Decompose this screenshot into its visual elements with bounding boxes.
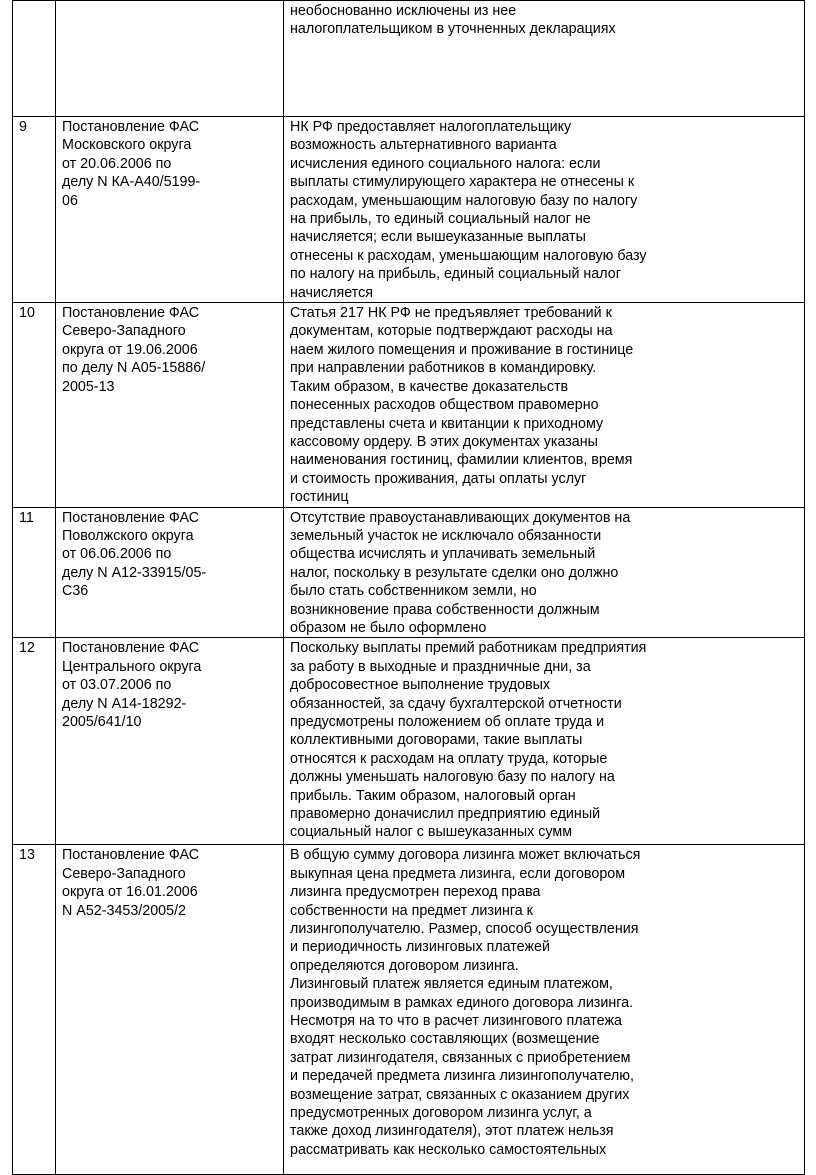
ruling-summary-line: было стать собственником земли, но <box>290 583 537 600</box>
ruling-summary-line: документам, которые подтверждают расходы на <box>290 323 613 340</box>
ruling-reference-line: от 20.06.2006 по <box>62 155 172 172</box>
ruling-summary-line: исчисления единого социального налога: если <box>290 155 601 172</box>
ruling-reference-line: Постановление ФАС <box>62 509 200 526</box>
ruling-summary-line: затрат лизингодателя, связанных с приобретением <box>290 1049 631 1066</box>
ruling-reference-line: Северо-Западного <box>62 323 186 340</box>
ruling-summary-line: по налогу на прибыль, единый социальный налог <box>290 266 621 283</box>
ruling-reference-line: Постановление ФАС <box>62 119 200 135</box>
ruling-reference-line: Постановление ФАС <box>62 640 200 657</box>
ruling-reference-line: Центрального округа <box>62 658 202 675</box>
ruling-reference <box>56 507 284 638</box>
ruling-summary-line: Отсутствие правоустанавливающих документов на <box>290 509 631 526</box>
ruling-summary-line: Статья 217 НК РФ не предъявляет требований к <box>290 305 612 322</box>
ruling-summary-line: правомерно доначислил предприятию единый <box>290 806 601 823</box>
ruling-summary-line: представлены счета и квитанции к приходному <box>290 415 604 432</box>
ruling-summary-line: также доход лизингодателя), этот платеж нельзя <box>290 1123 614 1140</box>
ruling-reference-line: С36 <box>62 583 89 600</box>
ruling-reference-line: округа от 19.06.2006 <box>62 341 198 358</box>
ruling-reference-line: 2005-13 <box>62 378 115 395</box>
ruling-summary-line: Лизинговый платеж является единым платежом, <box>290 976 613 993</box>
ruling-reference <box>56 638 284 845</box>
ruling-summary-line: обязанностей, за сдачу бухгалтерской отчетности <box>290 695 622 712</box>
ruling-reference <box>56 845 284 1175</box>
ruling-summary <box>284 117 805 303</box>
ruling-summary-line: возникновение права собственности должным <box>290 601 600 618</box>
ruling-summary-line: рассматривать как несколько самостоятельных <box>290 1141 607 1158</box>
ruling-summary-line: коллективными договорами, такие выплаты <box>290 732 583 749</box>
ruling-summary-line: кассовому ордеру. В этих документах указаны <box>290 433 598 450</box>
ruling-summary-line: добросовестное выполнение трудовых <box>290 677 551 694</box>
table-row <box>13 638 805 845</box>
ruling-summary-line: расходам, уменьшающим налоговую базу по налогу <box>290 192 638 209</box>
ruling-summary-line: Поскольку выплаты премий работникам предприятия <box>290 640 647 657</box>
ruling-summary-line: относятся к расходам на оплату труда, которые <box>290 750 608 767</box>
ruling-summary-line: Несмотря на то что в расчет лизингового платежа <box>290 1013 622 1030</box>
ruling-summary-line: земельный участок не исключало обязанности <box>290 527 602 544</box>
ruling-reference <box>56 1 284 117</box>
ruling-reference-line: Северо-Западного <box>62 865 186 882</box>
ruling-summary-line: выплаты стимулирующего характера не отнесены к <box>290 174 635 191</box>
court-rulings-table <box>12 0 805 1175</box>
ruling-reference <box>56 303 284 507</box>
ruling-summary <box>284 303 805 507</box>
ruling-summary-line: гостиниц <box>290 489 349 506</box>
ruling-summary-line: понесенных расходов обществом правомерно <box>290 397 599 414</box>
ruling-summary-line: при направлении работников в командировку. <box>290 360 597 377</box>
ruling-summary <box>284 507 805 638</box>
ruling-summary-line: прибыль. Таким образом, налоговый орган <box>290 787 576 804</box>
ruling-summary <box>284 1 805 117</box>
table-row <box>13 117 805 303</box>
ruling-reference-line: делу N А14-18292- <box>62 695 187 712</box>
ruling-summary-line: необоснованно исключены из нее <box>290 3 517 19</box>
ruling-summary-line: лизингополучателю. Размер, способ осуществления <box>290 921 639 937</box>
ruling-summary-line: социальный налог с вышеуказанных сумм <box>290 824 573 841</box>
ruling-summary-line: Таким образом, в качестве доказательств <box>290 378 569 395</box>
ruling-reference-line: Московского округа <box>62 137 192 154</box>
ruling-summary-line: собственности на предмет лизинга к <box>290 902 533 919</box>
ruling-reference-line: Постановление ФАС <box>62 847 200 864</box>
ruling-reference-line: делу N А12-33915/05- <box>62 564 207 581</box>
ruling-summary-line: В общую сумму договора лизинга может включаться <box>290 847 641 864</box>
ruling-reference-line: от 06.06.2006 по <box>62 546 172 563</box>
ruling-summary-line: должны уменьшать налоговую базу по налогу на <box>290 769 615 786</box>
ruling-summary-line: наименования гостиниц, фамилии клиентов, время <box>290 452 633 469</box>
ruling-summary-line: НК РФ предоставляет налогоплательщику <box>290 119 572 135</box>
ruling-summary-line: начисляется; если вышеуказанные выплаты <box>290 229 586 246</box>
table-row <box>13 303 805 507</box>
table-row <box>13 845 805 1175</box>
ruling-summary-line: предусмотрены положением об оплате труда и <box>290 714 605 730</box>
row-number: 13 <box>13 845 56 1175</box>
ruling-summary-line: и периодичность лизинговых платежей <box>290 939 550 956</box>
row-number: 10 <box>13 303 56 507</box>
ruling-reference-line: округа от 16.01.2006 <box>62 884 198 901</box>
ruling-summary <box>284 638 805 845</box>
ruling-summary-line: возмещение затрат, связанных с оказанием других <box>290 1086 630 1103</box>
table-row <box>13 1 805 117</box>
table-row <box>13 507 805 638</box>
ruling-summary-line: за работу в выходные и праздничные дни, за <box>290 658 591 675</box>
ruling-summary-line: начисляется <box>290 284 373 301</box>
ruling-summary-line: выкупная цена предмета лизинга, если договором <box>290 865 626 882</box>
ruling-reference-line: делу N КА-А40/5199- <box>62 174 201 191</box>
ruling-reference <box>56 117 284 303</box>
ruling-reference-line: Постановление ФАС <box>62 305 200 322</box>
ruling-reference-line: по делу N А05-15886/ <box>62 360 206 377</box>
ruling-summary-line: возможность альтернативного варианта <box>290 137 557 154</box>
ruling-summary-line: лизинга предусмотрен переход права <box>290 884 541 901</box>
ruling-summary-line: производимым в рамках единого договора лизинга. <box>290 994 634 1011</box>
row-number: 11 <box>13 507 56 638</box>
ruling-summary-line: входят несколько составляющих (возмещение <box>290 1031 600 1048</box>
ruling-summary-line: налог, поскольку в результате сделки оно должно <box>290 564 619 581</box>
row-number: 12 <box>13 638 56 845</box>
ruling-summary-line: налогоплательщиком в уточненных декларациях <box>290 21 616 38</box>
ruling-summary-line: и стоимость проживания, даты оплаты услуг <box>290 470 587 487</box>
ruling-reference-line: N А52-3453/2005/2 <box>62 902 187 919</box>
ruling-reference-line: Поволжского округа <box>62 527 194 544</box>
ruling-reference-line: 2005/641/10 <box>62 714 142 730</box>
ruling-summary-line: и передачей предмета лизинга лизингополучателю, <box>290 1068 634 1085</box>
ruling-summary <box>284 845 805 1175</box>
ruling-reference-line: от 03.07.2006 по <box>62 677 172 694</box>
ruling-summary-line: предусмотренных договором лизинга услуг, а <box>290 1105 592 1122</box>
ruling-summary-line: на прибыль, то единый социальный налог не <box>290 211 591 228</box>
ruling-summary-line: общества исчислять и уплачивать земельный <box>290 546 596 563</box>
row-number: 9 <box>13 117 56 303</box>
ruling-summary-line: определяются договором лизинга. <box>290 957 519 974</box>
ruling-reference-line: 06 <box>62 192 78 209</box>
ruling-summary-line: наем жилого помещения и проживание в гостинице <box>290 341 634 358</box>
ruling-summary-line: отнесены к расходам, уменьшающим налоговую базу <box>290 247 647 264</box>
ruling-summary-line: образом не было оформлено <box>290 619 487 636</box>
table-body <box>13 1 805 1175</box>
row-number <box>13 1 56 117</box>
